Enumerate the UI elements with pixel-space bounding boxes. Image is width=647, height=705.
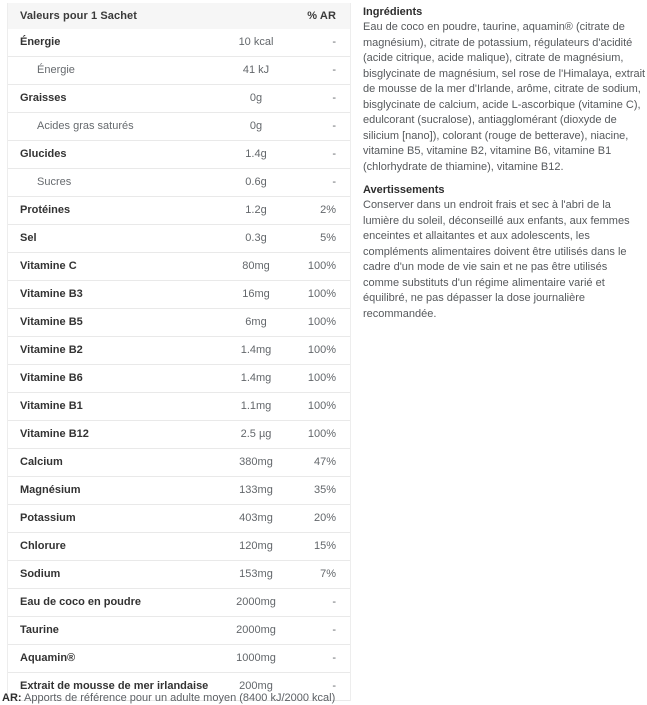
table-row — [8, 141, 350, 169]
row-amount: 0g — [249, 92, 263, 104]
row-label: Vitamine B3 — [20, 288, 83, 300]
reference-note — [2, 691, 422, 705]
row-amount: 1.4mg — [240, 344, 272, 356]
row-amount: 41 kJ — [242, 64, 270, 76]
row-amount: 200mg — [239, 680, 273, 692]
row-ar-value: 35% — [313, 484, 336, 496]
row-ar-value: - — [332, 36, 336, 48]
table-row — [8, 589, 350, 617]
table-row — [8, 533, 350, 561]
table-row — [8, 309, 350, 337]
row-ar-value: 15% — [313, 540, 336, 552]
row-label: Vitamine C — [20, 260, 77, 272]
row-ar-value: 20% — [313, 512, 336, 524]
reference-note-abbr: AR: — [2, 692, 22, 704]
row-ar-value: 100% — [307, 316, 336, 328]
row-amount: 403mg — [239, 512, 273, 524]
ingredients-title: Ingrédients — [363, 6, 423, 18]
table-row — [8, 85, 350, 113]
row-amount: 1.4mg — [240, 372, 272, 384]
row-label: Eau de coco en poudre — [20, 596, 142, 608]
row-label: Vitamine B1 — [20, 400, 83, 412]
ingredients-text: Eau de coco en poudre, taurine, aquamin® (citrate de magnésium), citrate de potassium, régulateurs d'acidité (acide citrique, acide malique), citrate de magnésium, bisglycinate de magnésium, sel rose de l'Himalaya, extrait de mousse de la mer d'Irlande, arôme, citrate de sodium, bisglycinate de calcium, acide L-ascorbique (vitamine C), edulcorant (sucralose), antiagglomérant (dioxyde de silicium [nano]), colorant (rouge de betterave), niacine, vitamine B5, vitamine B2, vitamine B6, vitamine B1 (chlorhydrate de thiamine), vitamine B12. — [363, 21, 646, 173]
row-label: Énergie — [37, 64, 75, 76]
info-column — [363, 4, 646, 329]
row-label: Magnésium — [20, 484, 81, 496]
row-amount: 6mg — [245, 316, 267, 328]
row-amount: 16mg — [242, 288, 270, 300]
row-ar-value: 7% — [320, 568, 336, 580]
table-row — [8, 393, 350, 421]
row-label: Vitamine B6 — [20, 372, 83, 384]
row-ar-value: - — [332, 64, 336, 76]
row-amount: 1.2g — [245, 204, 267, 216]
table-row — [8, 645, 350, 673]
reference-note-text: Apports de référence pour un adulte moyen (8400 kJ/2000 kcal) — [21, 692, 336, 704]
row-label: Vitamine B12 — [20, 428, 89, 440]
table-row — [8, 253, 350, 281]
row-ar-value: - — [332, 652, 336, 664]
row-label: Acides gras saturés — [37, 120, 134, 132]
warnings-text: Conserver dans un endroit frais et sec à l'abri de la lumière du soleil, déconseillé aux enfants, aux femmes enceintes et allaitantes et aux adolescents, les compléments alimentaires doivent être utilisés dans le cadre d'un mode de vie sain et ne pas être utilisés comme substituts d'un régime alimentaire varié et équilibré, ne pas dépasser la dose journalière recommandée. — [363, 199, 630, 320]
nutrition-table — [7, 3, 351, 701]
table-header — [8, 3, 350, 29]
row-ar-value: 2% — [320, 204, 336, 216]
row-ar-value: - — [332, 596, 336, 608]
row-label: Extrait de mousse de mer irlandaise — [20, 680, 209, 692]
table-header-label: Valeurs pour 1 Sachet — [20, 10, 138, 22]
row-amount: 120mg — [239, 540, 273, 552]
row-label: Chlorure — [20, 540, 66, 552]
row-ar-value: 47% — [313, 456, 336, 468]
table-row — [8, 365, 350, 393]
row-ar-value: 100% — [307, 344, 336, 356]
row-amount: 1000mg — [236, 652, 276, 664]
row-label: Graisses — [20, 92, 67, 104]
row-amount: 2000mg — [236, 624, 276, 636]
table-row — [8, 29, 350, 57]
row-label: Vitamine B2 — [20, 344, 83, 356]
table-row — [8, 477, 350, 505]
row-amount: 1.1mg — [240, 400, 272, 412]
row-amount: 0.6g — [245, 176, 267, 188]
row-label: Potassium — [20, 512, 76, 524]
row-amount: 10 kcal — [238, 36, 274, 48]
row-label: Protéines — [20, 204, 71, 216]
row-amount: 153mg — [239, 568, 273, 580]
row-ar-value: 100% — [307, 372, 336, 384]
row-amount: 2000mg — [236, 596, 276, 608]
table-row — [8, 225, 350, 253]
row-ar-value: - — [332, 624, 336, 636]
row-label: Taurine — [20, 624, 59, 636]
row-amount: 380mg — [239, 456, 273, 468]
row-ar-value: 100% — [307, 288, 336, 300]
row-label: Sucres — [37, 176, 72, 188]
row-amount: 2.5 µg — [240, 428, 272, 440]
row-amount: 133mg — [239, 484, 273, 496]
row-label: Sel — [20, 232, 37, 244]
row-label: Glucides — [20, 148, 67, 160]
table-row — [8, 505, 350, 533]
row-ar-value: - — [332, 680, 336, 692]
row-ar-value: 5% — [320, 232, 336, 244]
table-row — [8, 197, 350, 225]
row-ar-value: 100% — [307, 260, 336, 272]
table-body — [8, 29, 350, 701]
table-row — [8, 337, 350, 365]
table-row — [8, 561, 350, 589]
table-row — [8, 617, 350, 645]
row-label: Énergie — [20, 36, 61, 48]
row-label: Vitamine B5 — [20, 316, 83, 328]
table-header-ar-column: % AR — [307, 10, 336, 22]
table-row — [8, 449, 350, 477]
row-label: Calcium — [20, 456, 63, 468]
row-ar-value: - — [332, 148, 336, 160]
warnings-title: Avertissements — [363, 184, 445, 196]
row-ar-value: 100% — [307, 428, 336, 440]
row-ar-value: 100% — [307, 400, 336, 412]
row-label: Sodium — [20, 568, 61, 580]
row-label: Aquamin® — [20, 652, 76, 664]
table-row — [8, 113, 350, 141]
row-amount: 1.4g — [245, 148, 267, 160]
row-ar-value: - — [332, 176, 336, 188]
row-amount: 0.3g — [245, 232, 267, 244]
table-row — [8, 281, 350, 309]
table-row — [8, 169, 350, 197]
row-ar-value: - — [332, 120, 336, 132]
table-row — [8, 421, 350, 449]
table-row — [8, 57, 350, 85]
row-amount: 80mg — [242, 260, 270, 272]
row-ar-value: - — [332, 92, 336, 104]
row-amount: 0g — [249, 120, 263, 132]
